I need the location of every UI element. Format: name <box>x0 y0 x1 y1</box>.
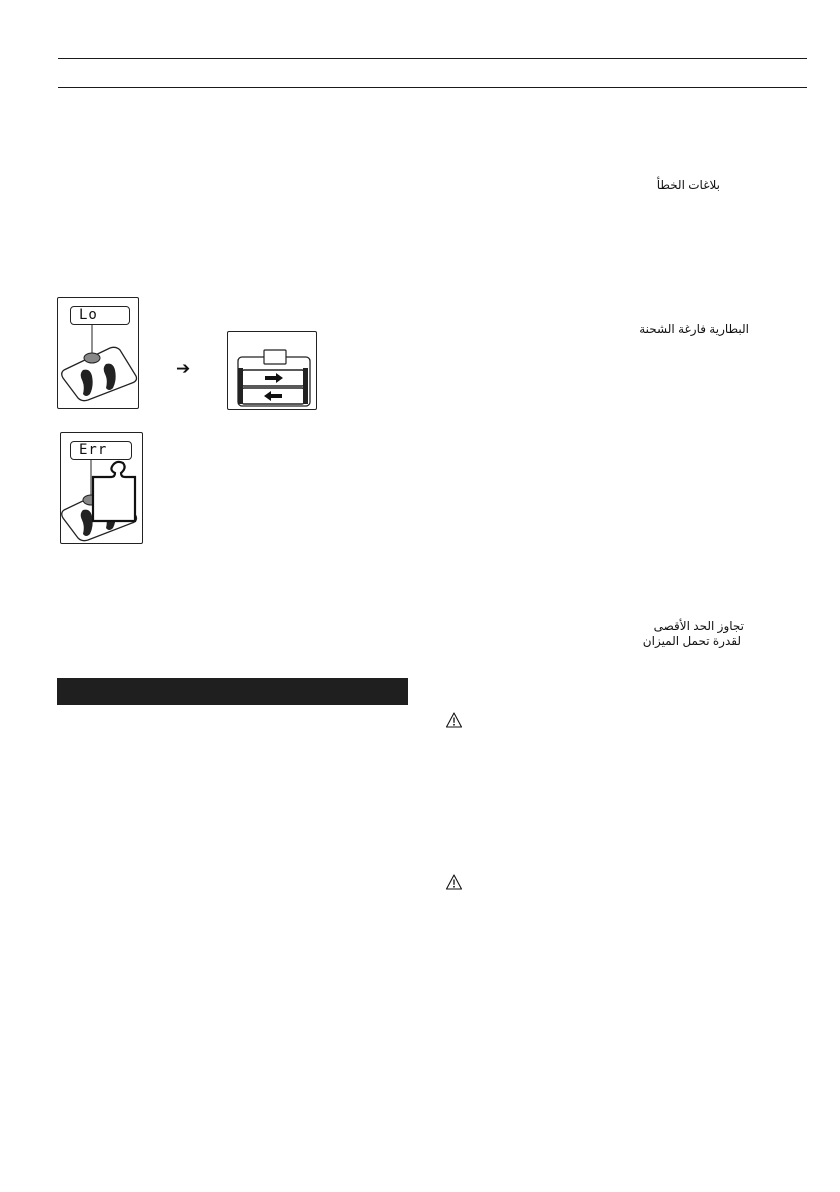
battery-empty-heading: البطارية فارغة الشحنة <box>639 322 749 336</box>
low-battery-scale-figure <box>57 297 139 409</box>
arrow-icon: ➔ <box>176 359 191 379</box>
overload-scale-illustration <box>61 433 144 545</box>
header-rule-bottom <box>58 87 807 88</box>
err-display-text: Err <box>79 442 108 458</box>
lo-display-text: Lo <box>79 307 98 323</box>
overload-heading-line1: تجاوز الحد الأقصى <box>653 619 744 633</box>
battery-compartment-illustration <box>228 332 318 411</box>
section-header-bar <box>57 678 408 705</box>
error-messages-heading: بلاغات الخطأ <box>656 178 720 192</box>
warning-triangle-icon <box>446 712 462 728</box>
battery-compartment-figure <box>227 331 317 410</box>
scale-illustration <box>58 298 140 410</box>
overload-heading-line2: لقدرة تحمل الميزان <box>642 634 741 648</box>
warning-triangle-icon <box>446 874 462 890</box>
overload-scale-figure <box>60 432 143 544</box>
header-rule-top <box>58 58 807 59</box>
